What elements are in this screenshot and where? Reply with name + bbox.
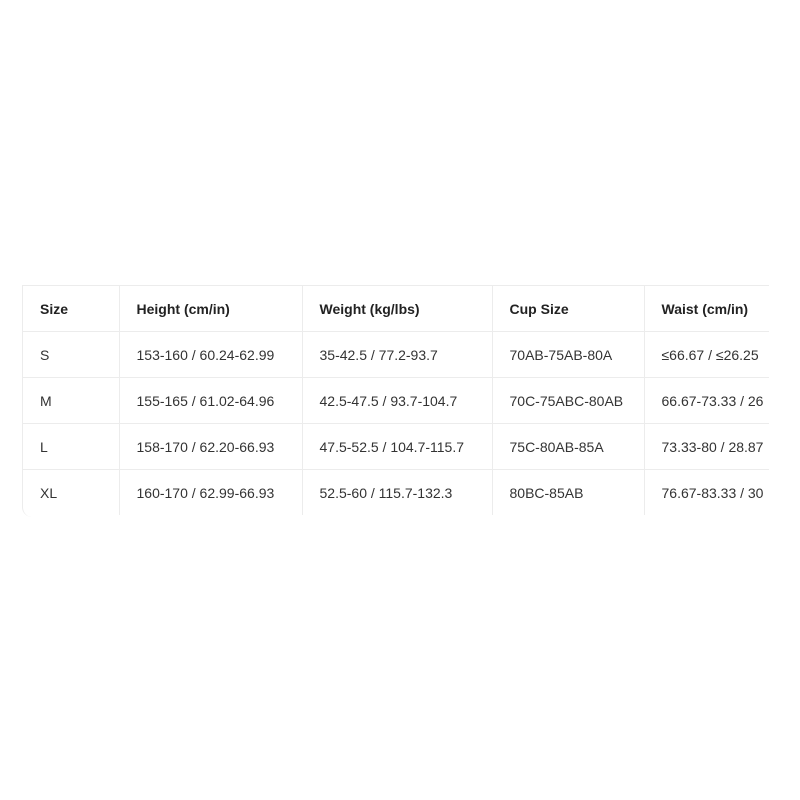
cell-cup-size: 70AB-75AB-80A (492, 332, 644, 378)
header-waist: Waist (cm/in) (644, 286, 769, 332)
cell-weight: 35-42.5 / 77.2-93.7 (302, 332, 492, 378)
cell-cup-size: 75C-80AB-85A (492, 424, 644, 470)
cell-size: M (23, 378, 119, 424)
cell-cup-size: 80BC-85AB (492, 470, 644, 516)
table-row (23, 470, 769, 516)
table-row (23, 424, 769, 470)
size-chart-container (22, 285, 769, 517)
cell-height: 153-160 / 60.24-62.99 (119, 332, 302, 378)
header-height: Height (cm/in) (119, 286, 302, 332)
cell-height: 160-170 / 62.99-66.93 (119, 470, 302, 516)
cell-weight: 47.5-52.5 / 104.7-115.7 (302, 424, 492, 470)
cell-size: S (23, 332, 119, 378)
cell-height: 158-170 / 62.20-66.93 (119, 424, 302, 470)
header-size: Size (23, 286, 119, 332)
table-header-row (23, 286, 769, 332)
table-row (23, 378, 769, 424)
cell-waist: ≤66.67 / ≤26.25 (644, 332, 769, 378)
cell-weight: 52.5-60 / 115.7-132.3 (302, 470, 492, 516)
cell-size: XL (23, 470, 119, 516)
cell-waist: 76.67-83.33 / 30 (644, 470, 769, 516)
header-weight: Weight (kg/lbs) (302, 286, 492, 332)
size-chart-table (23, 285, 769, 515)
cell-waist: 73.33-80 / 28.87 (644, 424, 769, 470)
table-row (23, 332, 769, 378)
cell-cup-size: 70C-75ABC-80AB (492, 378, 644, 424)
cell-size: L (23, 424, 119, 470)
cell-weight: 42.5-47.5 / 93.7-104.7 (302, 378, 492, 424)
header-cup-size: Cup Size (492, 286, 644, 332)
cell-height: 155-165 / 61.02-64.96 (119, 378, 302, 424)
cell-waist: 66.67-73.33 / 26 (644, 378, 769, 424)
